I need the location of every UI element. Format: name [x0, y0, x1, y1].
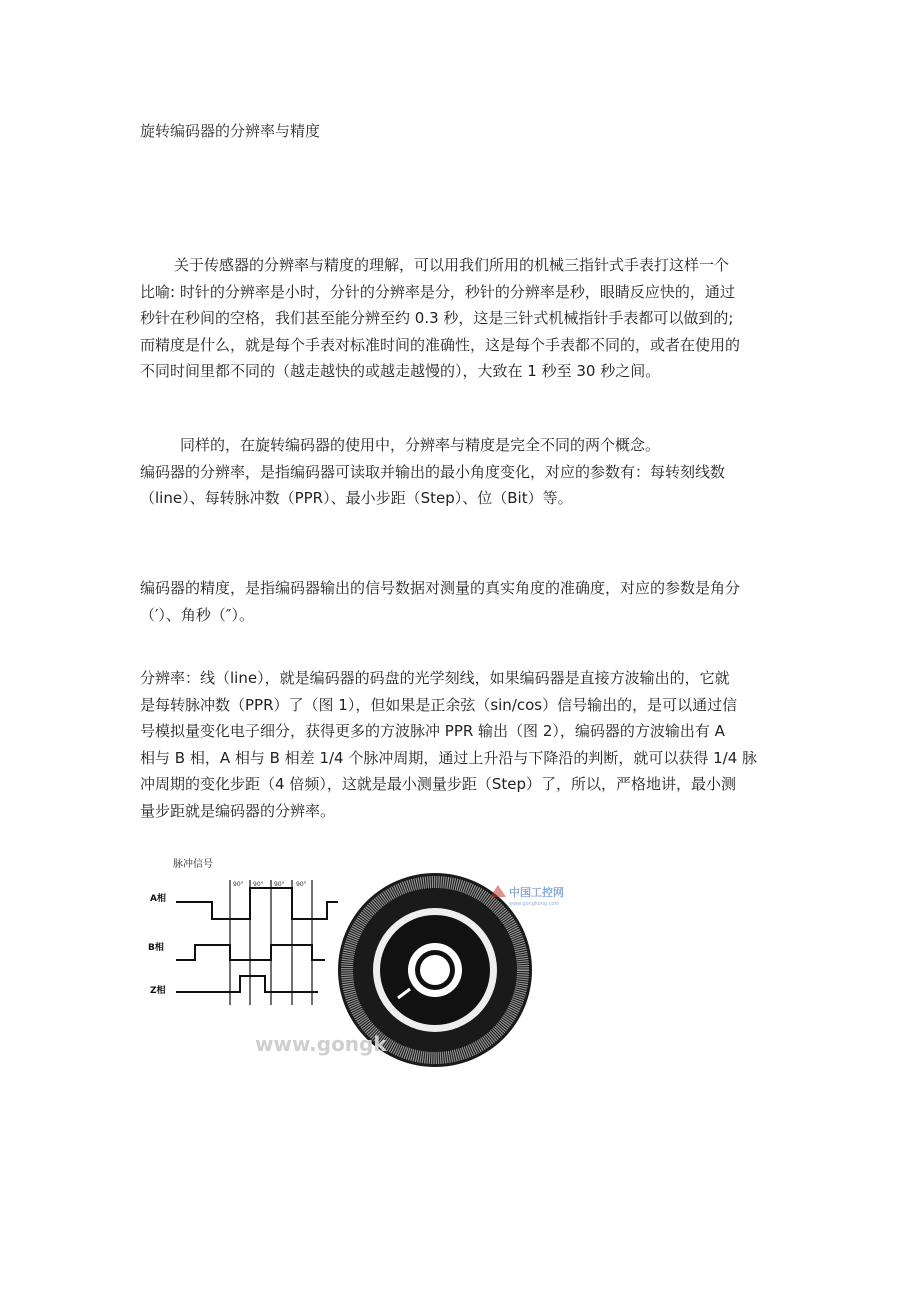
text-line: 秒针在秒间的空格，我们甚至能分辨至约 0.3 秒，这是三针式机械指针手表都可以做到的; [140, 309, 734, 327]
text-line: 编码器的分辨率，是指编码器可读取并输出的最小角度变化，对应的参数有：每转刻线数 [140, 462, 726, 481]
waveform-a [176, 888, 338, 919]
paragraph-accuracy-definition [140, 575, 790, 628]
text-line: 是每转脉冲数（PPR）了（图 1），但如果是正余弦（sin/cos）信号输出的，是可以通过信 [140, 695, 738, 714]
phase-label-b: B相 [148, 943, 164, 953]
text-line: （line）、每转脉冲数（PPR）、最小步距（Step）、位（Bit）等。 [140, 489, 573, 507]
paragraph-line-resolution [140, 665, 790, 824]
watermark-text: www.gongk [255, 1032, 387, 1056]
signal-title: 脉冲信号 [173, 859, 213, 870]
text-line: 比喻: 时针的分辨率是小时，分针的分辨率是分，秒针的分辨率是秒，眼睛反应快的，通过 [140, 282, 735, 301]
waveform-z [176, 976, 318, 992]
text-line: 号模拟量变化电子细分，获得更多的方波脉冲 PPR 输出（图 2），编码器的方波输出有 A [140, 722, 725, 740]
text-line: （′）、角秒（″）。 [140, 605, 255, 624]
phase-label-a: A相 [150, 894, 166, 904]
text-line: 分辨率：线（line），就是编码器的码盘的光学刻线，如果编码器是直接方波输出的，它就 [140, 669, 730, 687]
phase-label-z: Z相 [150, 986, 166, 996]
text-line: 相与 B 相，A 相与 B 相差 1/4 个脉冲周期，通过上升沿与下降沿的判断，就可以获得 1/4 脉 [140, 748, 758, 767]
text-line: 而精度是什么，就是每个手表对标准时间的准确性，这是每个手表都不同的，或者在使用的 [140, 335, 741, 354]
encoder-figure-svg [140, 855, 610, 1070]
text-line: 不同时间里都不同的（越走越快的或越走越慢的），大致在 1 秒至 30 秒之间。 [140, 362, 661, 380]
degree-label: 90° [253, 881, 264, 888]
paragraph-resolution-definition [140, 432, 790, 512]
text-line: 关于传感器的分辨率与精度的理解，可以用我们所用的机械三指针式手表打这样一个 [174, 256, 730, 274]
degree-label: 90° [233, 881, 244, 888]
degree-label: 90° [296, 881, 307, 888]
text-line: 量步距就是编码器的分辨率。 [140, 801, 336, 820]
phase-dividers [230, 880, 312, 1005]
document-title: 旋转编码器的分辨率与精度 [140, 122, 321, 140]
degree-label: 90° [274, 881, 285, 888]
text-line: 同样的，在旋转编码器的使用中，分辨率与精度是完全不同的两个概念。 [180, 436, 661, 454]
text-line: 冲周期的变化步距（4 倍频），这就是最小测量步距（Step）了，所以，严格地讲，最小测 [140, 775, 736, 793]
paragraph-watch-analogy [140, 252, 790, 385]
encoder-figure [140, 855, 610, 1070]
text-line: 编码器的精度，是指编码器输出的信号数据对测量的真实角度的准确度，对应的参数是角分 [140, 579, 741, 597]
logo-url: www.gongkong.com [509, 901, 560, 907]
logo-text: 中国工控网 [509, 886, 564, 899]
